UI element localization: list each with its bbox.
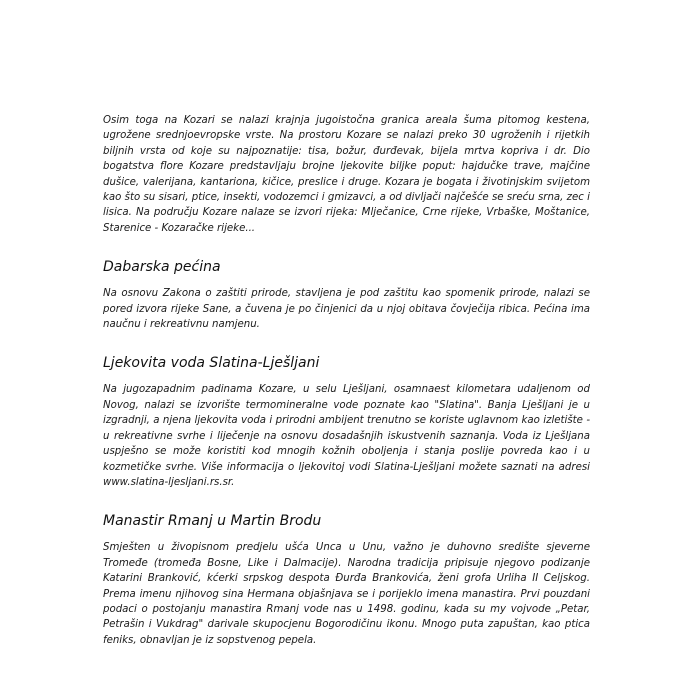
- intro-paragraph: Osim toga na Kozari se nalazi krajnja jugoistočna granica areala šuma pitomog kestena, ugrožene srednjoevropske vrste. Na prostoru Kozare se nalazi preko 30 ugroženih i rijetkih biljnih vrsta od koje su najpoznatije: tisa, božur, đurđevak, bijela mrtva kopriva i dr. Dio bogatstva flore Kozare predstavljaju brojne ljekovite biljke poput: hajdučke trave, majčine dušice, valerijana, kantariona, kičice, preslice i druge. Kozara je bogata i životinjskim svijetom kao što su sisari, ptice, insekti, vodozemci i gmizavci, a od divljači najčešće se sreću srna, zec i lisica. Na području Kozare nalaze se izvori rijeka: Mlječanice, Crne rijeke, Vrbaške, Moštanice, Starenice - Kozaračke rijeke...: [103, 115, 590, 234]
- section-heading-ljekovita-voda: Ljekovita voda Slatina-Lješljani: [103, 355, 320, 372]
- document-page: [103, 113, 590, 648]
- section-heading-dabarska-pecina: Dabarska pećina: [103, 259, 221, 276]
- section-heading-manastir-rmanj: Manastir Rmanj u Martin Brodu: [103, 513, 322, 530]
- section-paragraph-manastir-rmanj: Smješten u živopisnom predjelu ušća Unca u Unu, važno je duhovno središte sjeverne Tromeđe (tromeđa Bosne, Like i Dalmacije). Narodna tradicija pripisuje njegovo podizanje Katarini Branković, kćerki srpskog despota Đurđa Brankovića, ženi grofa Urliha II Celjskog. Prema imenu njihovog sina Hermana objašnjava se i porijeklo imena manastira. Prvi pouzdani podaci o postojanju manastira Rmanj vode nas u 1498. godinu, kada su my vojvode „Petar, Petrašin i Vukdrag" darivale skupocjenu Bogorodičinu ikonu. Mnogo puta zapuštan, kao ptica feniks, obnavljan je iz sopstvenog pepela.: [103, 542, 590, 646]
- section-paragraph-dabarska-pecina: Na osnovu Zakona o zaštiti prirode, stavljena je pod zaštitu kao spomenik prirode, nalazi se pored izvora rijeke Sane, a čuvena je po činjenici da u njoj obitava čovječija ribica. Pećina ima naučnu i rekreativnu namjenu.: [103, 288, 590, 331]
- section-paragraph-ljekovita-voda: Na jugozapadnim padinama Kozare, u selu Lješljani, osamnaest kilometara udaljenom od Novog, nalazi se izvorište termomineralne vode poznate kao "Slatina". Banja Lješljani je u izgradnji, a njena ljekovita voda i prirodni ambijent trenutno se koriste uglavnom kao izletište - u rekreativne svrhe i liječenje na osnovu dosadašnjih iskustvenih saznanja. Voda iz Lješljana uspješno se može koristiti kod mnogih kožnih oboljenja i stanja poslije povreda kao i u kozmetičke svrhe. Više informacija o ljekovitoj vodi Slatina-Lješljani možete saznati na adresi www.slatina-ljesljani.rs.sr.: [103, 384, 590, 488]
